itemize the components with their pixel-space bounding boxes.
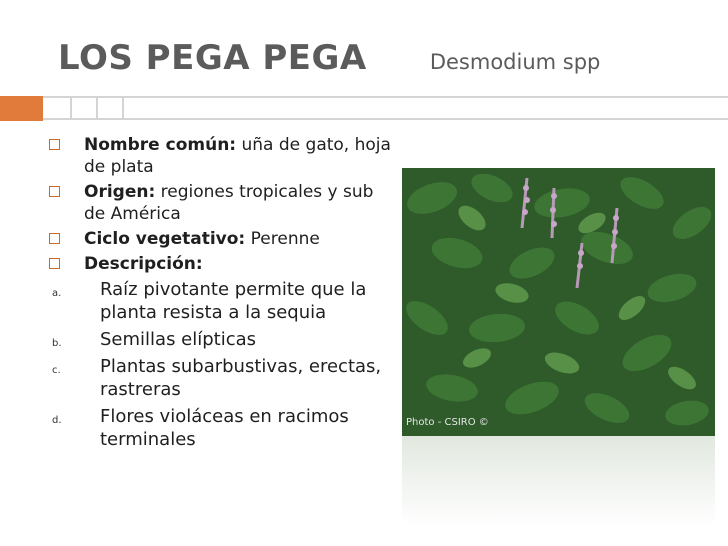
list-text: Raíz pivotante permite que la planta resista a la sequia [100,279,367,323]
list-item [48,278,398,324]
checkbox-bullet-icon [49,258,60,269]
photo-reflection [402,436,715,526]
divider-bottom [43,118,728,120]
list-item [48,328,398,351]
divider-top [43,96,728,98]
bullet-item [48,228,398,250]
list-item [48,355,398,401]
bullet-item [48,134,398,178]
bullet-item [48,253,398,275]
slide-title [58,38,600,78]
list-text: Semillas elípticas [100,329,257,350]
divider-tick [96,96,98,120]
list-letter: c. [52,365,61,376]
list-text: Plantas subarbustivas, erectas, rastreras [100,356,382,400]
bullet-label: Nombre común: [84,135,237,155]
slide-content [48,134,398,455]
bullet-label: Ciclo vegetativo: [84,229,246,249]
plant-photo [402,168,715,436]
bullet-text: regiones tropicales y sub de América [84,182,374,224]
bullet-label: Origen: [84,182,156,202]
bullet-text: uña de gato, hoja de plata [84,135,391,177]
photo-credit: Photo - CSIRO © [406,417,489,428]
checkbox-bullet-icon [49,233,60,244]
divider-tick [122,96,124,120]
bullet-text: Perenne [245,229,320,249]
accent-bar [0,96,43,121]
bullet-item [48,181,398,225]
list-text: Flores violáceas en racimos terminales [100,406,349,450]
title-main: LOS PEGA PEGA [58,38,367,78]
list-letter: a. [52,288,62,299]
list-letter: d. [52,415,62,426]
checkbox-bullet-icon [49,186,60,197]
list-item [48,405,398,451]
title-subtitle: Desmodium spp [429,50,601,74]
divider-tick [70,96,72,120]
bullet-label: Descripción: [84,254,203,274]
list-letter: b. [52,338,62,349]
checkbox-bullet-icon [49,139,60,150]
